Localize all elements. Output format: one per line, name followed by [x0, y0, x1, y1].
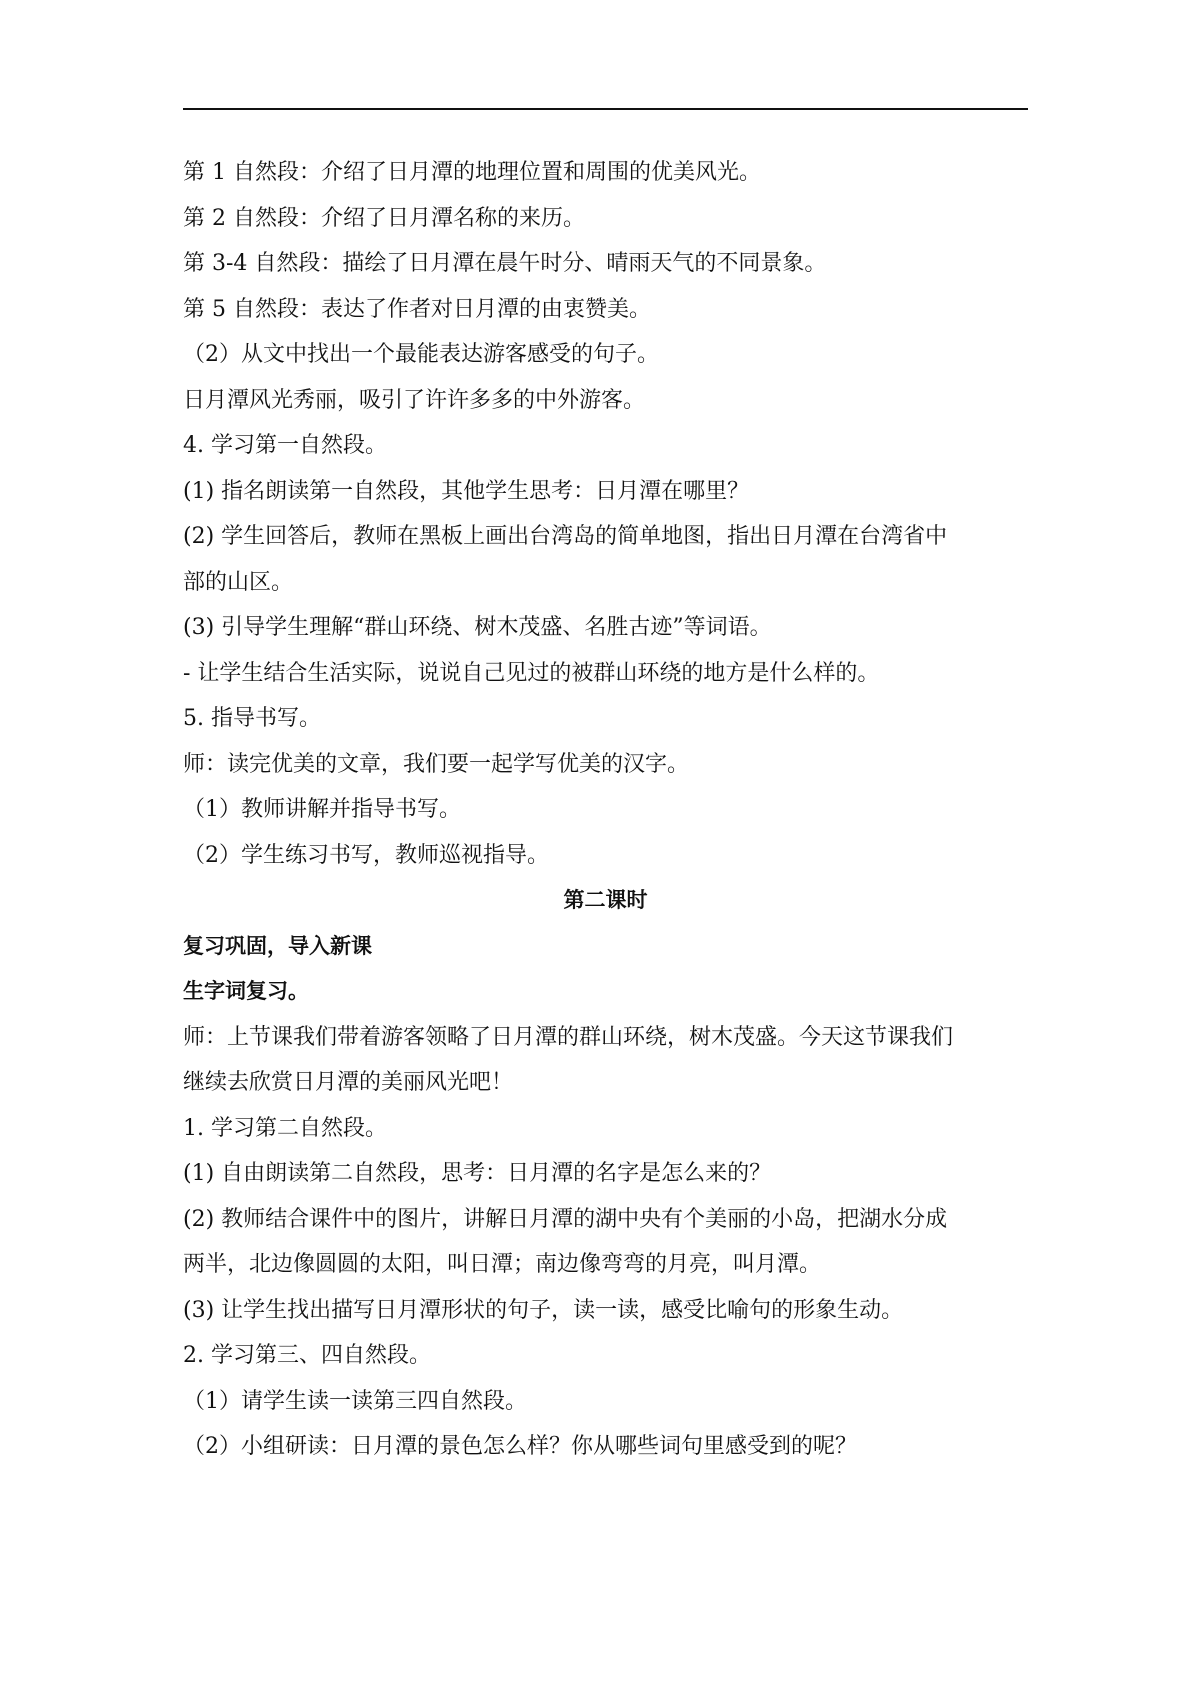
section-title: 第二课时 — [563, 888, 648, 912]
step-5-heading: 5. 指导书写。 — [183, 706, 321, 731]
step-2-item-1: （1）请学生读一读第三四自然段。 — [183, 1388, 527, 1414]
step-4-item-2-line-2: 部的山区。 — [183, 569, 294, 595]
step-1-item-1: (1) 自由朗读第二自然段，思考：日月潭的名字是怎么来的？ — [183, 1161, 772, 1186]
step-1-item-3: (3) 让学生找出描写日月潭形状的句子，读一读，感受比喻句的形象生动。 — [183, 1297, 904, 1323]
step-5-item-1: （1）教师讲解并指导书写。 — [183, 797, 461, 822]
subheading-vocab: 生字词复习。 — [183, 979, 309, 1003]
step-5-item-2: （2）学生练习书写，教师巡视指导。 — [183, 842, 549, 868]
subheading-review: 复习巩固，导入新课 — [183, 933, 372, 958]
answer-sentence: 日月潭风光秀丽，吸引了许许多多的中外游客。 — [183, 387, 646, 413]
step-4-item-2-line-1: (2) 学生回答后，教师在黑板上画出台湾岛的简单地图，指出日月潭在台湾省中 — [183, 524, 948, 549]
para-summary-5: 第 5 自然段：表达了作者对日月潭的由衷赞美。 — [183, 296, 651, 322]
step-1-item-2-line-2: 两半，北边像圆圆的太阳，叫日潭；南边像弯弯的月亮，叫月潭。 — [183, 1252, 822, 1277]
teacher-remark-2-line-2: 继续去欣赏日月潭的美丽风光吧！ — [183, 1070, 514, 1095]
para-summary-3-4: 第 3-4 自然段：描绘了日月潭在晨午时分、晴雨天气的不同景象。 — [183, 251, 827, 276]
step-2-heading: 2. 学习第三、四自然段。 — [183, 1343, 431, 1368]
step-1-item-2-line-1: (2) 教师结合课件中的图片，讲解日月潭的湖中央有个美丽的小岛，把湖水分成 — [183, 1206, 948, 1232]
teacher-remark-1: 师：读完优美的文章，我们要一起学写优美的汉字。 — [183, 751, 690, 777]
step-4-bullet: - 让学生结合生活实际，说说自己见过的被群山环绕的地方是什么样的。 — [183, 660, 880, 686]
step-2-item-2: （2）小组研读：日月潭的景色怎么样？你从哪些词句里感受到的呢？ — [183, 1434, 857, 1459]
step-1-heading: 1. 学习第二自然段。 — [183, 1115, 387, 1141]
para-summary-1: 第 1 自然段：介绍了日月潭的地理位置和周围的优美风光。 — [183, 160, 761, 185]
step-4-item-1: (1) 指名朗读第一自然段，其他学生思考：日月潭在哪里？ — [183, 478, 750, 504]
question-2: （2）从文中找出一个最能表达游客感受的句子。 — [183, 342, 659, 367]
step-4-heading: 4. 学习第一自然段。 — [183, 433, 387, 458]
para-summary-2: 第 2 自然段：介绍了日月潭名称的来历。 — [183, 205, 585, 231]
teacher-remark-2-line-1: 师：上节课我们带着游客领略了日月潭的群山环绕，树木茂盛。今天这节课我们 — [183, 1024, 954, 1050]
step-4-item-3: (3) 引导学生理解“群山环绕、树木茂盛、名胜古迹”等词语。 — [183, 615, 772, 640]
header-rule — [183, 108, 1028, 110]
document-body — [183, 150, 1028, 1470]
